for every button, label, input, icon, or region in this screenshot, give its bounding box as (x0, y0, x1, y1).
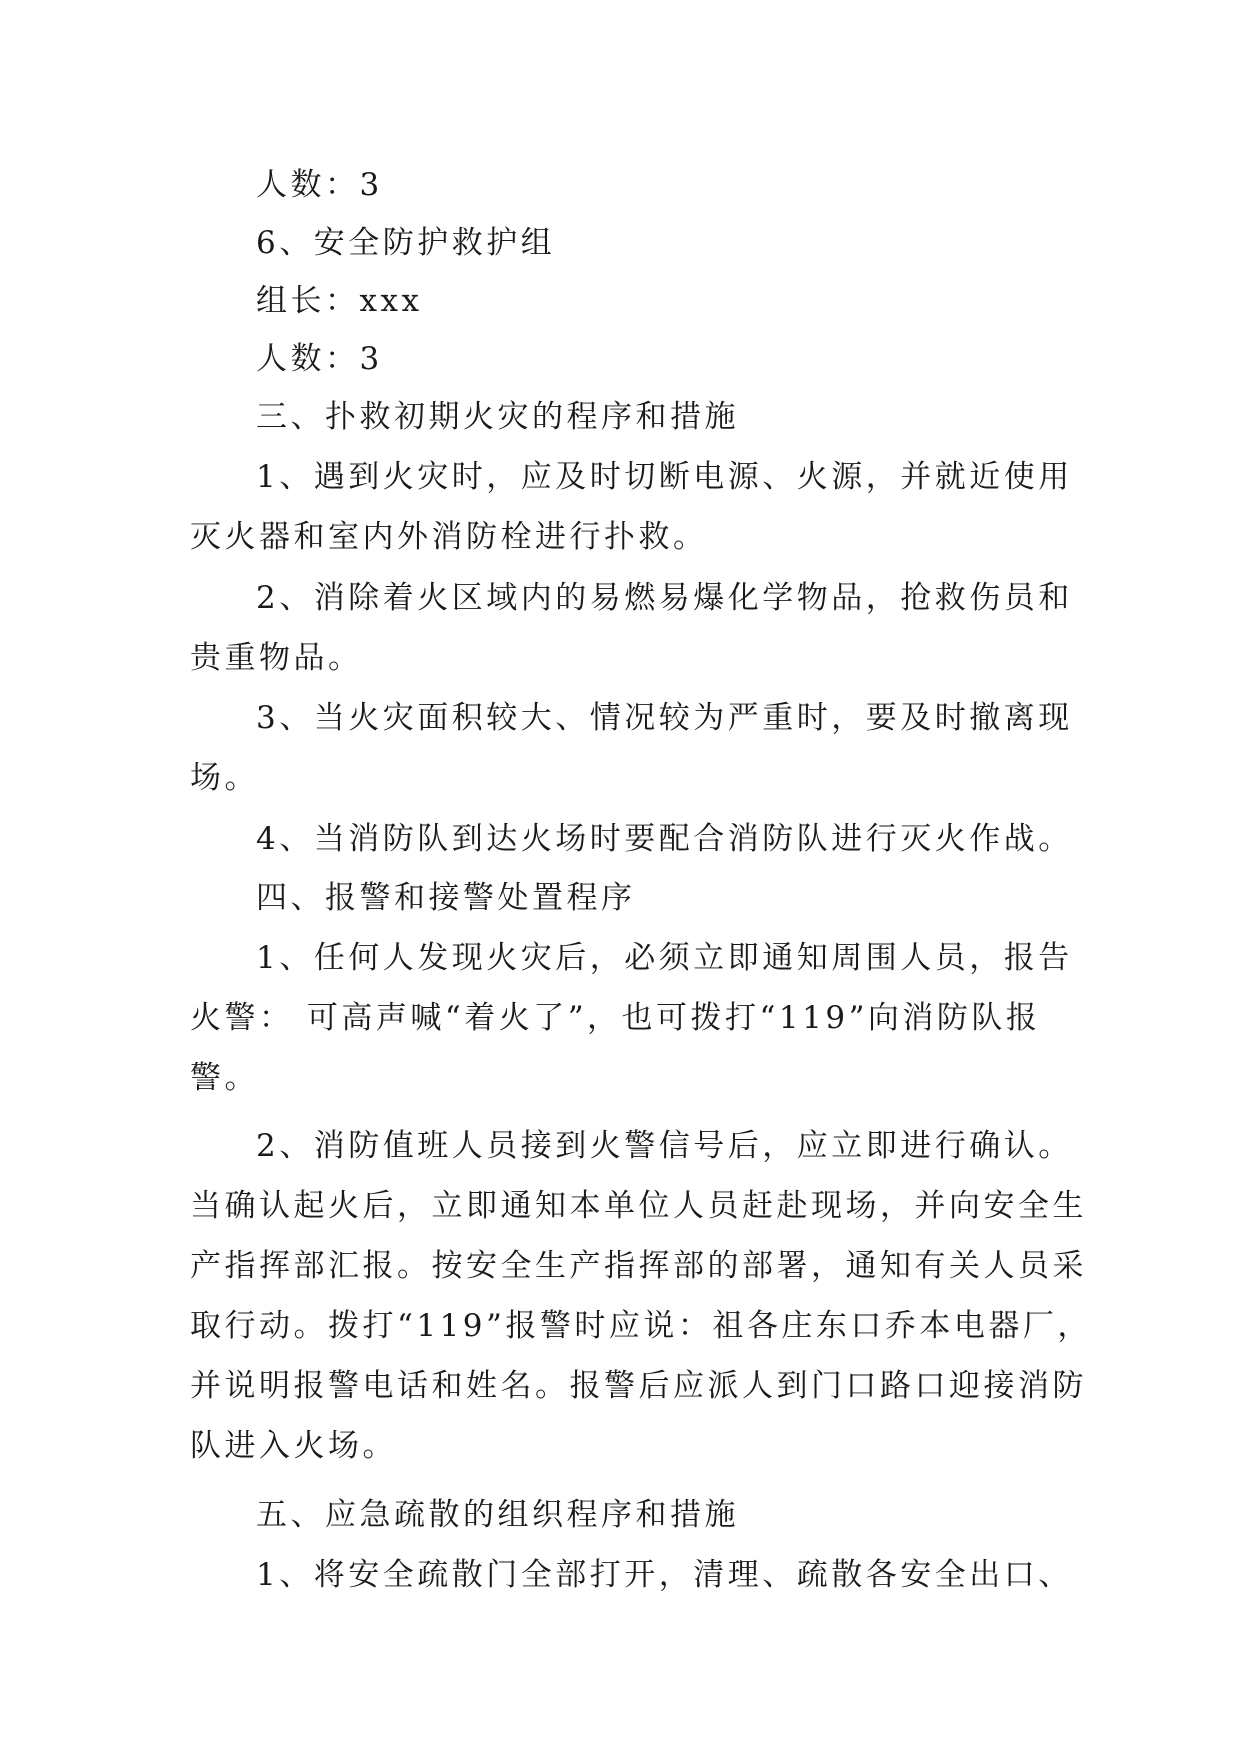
heading-text: 三、扑救初期火灾的程序和措施 (256, 399, 739, 435)
heading-text: 五、应急疏散的组织程序和措施 (256, 1497, 739, 1533)
text-line (190, 988, 1060, 1048)
line-text: 人数：3 (256, 341, 383, 377)
text-line (190, 1296, 1092, 1356)
line-text: 2、消防值班人员接到火警信号后，应立即进行确认。 (256, 1128, 1073, 1164)
text-line (190, 1048, 1060, 1108)
text-line (190, 213, 1060, 273)
line-text: 6、安全防护救护组 (256, 225, 556, 261)
line-text: 取行动。拨打“119”报警时应说：祖各庄东口乔本电器厂， (190, 1308, 1092, 1344)
text-line (190, 271, 1060, 331)
line-text: 组长：xxx (256, 283, 423, 319)
line-text: 灭火器和室内外消防栓进行扑救。 (190, 519, 708, 555)
text-line (190, 1116, 1073, 1176)
section-heading (190, 1485, 1060, 1545)
line-text: 人数：3 (256, 167, 383, 203)
text-line (190, 1416, 1060, 1476)
line-text: 并说明报警电话和姓名。报警后应派人到门口路口迎接消防 (190, 1368, 1087, 1404)
line-text: 火警： 可高声喊“着火了”，也可拨打“119”向消防队报 (190, 1000, 1041, 1036)
line-text: 贵重物品。 (190, 640, 363, 676)
text-line (190, 809, 1073, 869)
line-text: 1、任何人发现火灾后，必须立即通知周围人员，报告 (256, 940, 1073, 976)
line-text: 1、遇到火灾时，应及时切断电源、火源，并就近使用 (256, 459, 1073, 495)
text-line (190, 155, 1060, 215)
section-heading (190, 868, 1060, 928)
text-line (190, 688, 1073, 748)
text-line (190, 507, 1060, 567)
line-text: 1、将安全疏散门全部打开，清理、疏散各安全出口、 (256, 1557, 1073, 1593)
line-text: 警。 (190, 1060, 259, 1096)
line-text: 当确认起火后，立即通知本单位人员赶赴现场，并向安全生 (190, 1188, 1087, 1224)
line-text: 产指挥部汇报。按安全生产指挥部的部署，通知有关人员采 (190, 1248, 1087, 1284)
line-text: 场。 (190, 760, 259, 796)
heading-text: 四、报警和接警处置程序 (256, 880, 636, 916)
text-line (190, 748, 1060, 808)
text-line (190, 1356, 1087, 1416)
text-line (190, 1176, 1087, 1236)
text-line (190, 447, 1073, 507)
text-line (190, 568, 1073, 628)
line-text: 队进入火场。 (190, 1428, 397, 1464)
line-text: 4、当消防队到达火场时要配合消防队进行灭火作战。 (256, 821, 1073, 857)
line-text: 3、当火灾面积较大、情况较为严重时，要及时撤离现 (256, 700, 1073, 736)
text-line (190, 1545, 1073, 1605)
section-heading (190, 387, 1060, 447)
text-line (190, 928, 1073, 988)
text-line (190, 1236, 1087, 1296)
text-line (190, 329, 1060, 389)
text-line (190, 628, 1060, 688)
line-text: 2、消除着火区域内的易燃易爆化学物品，抢救伤员和 (256, 580, 1073, 616)
